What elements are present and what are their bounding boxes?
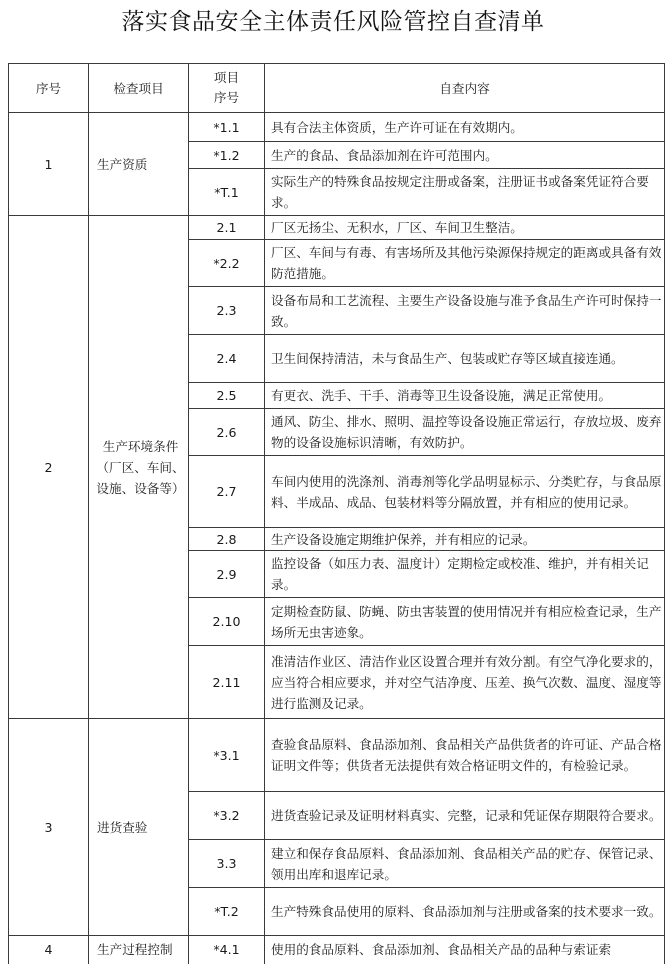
table-row (9, 719, 665, 792)
page-title: 落实食品安全主体责任风险管控自查清单 (121, 9, 545, 35)
group-no: 4 (9, 936, 89, 964)
header-sub-no (189, 64, 265, 113)
sub-no: 2.3 (189, 287, 265, 335)
sub-no: 3.3 (189, 840, 265, 888)
sub-no: *3.1 (189, 719, 265, 792)
header-content: 自查内容 (265, 64, 665, 113)
check-content: 生产设备设施定期维护保养，并有相应的记录。 (265, 528, 665, 551)
check-content: 实际生产的特殊食品按规定注册或备案，注册证书或备案凭证符合要求。 (265, 169, 665, 216)
group-no: 2 (9, 216, 89, 719)
check-content: 卫生间保持清洁，未与食品生产、包装或贮存等区域直接连通。 (265, 335, 665, 383)
check-content: 具有合法主体资质，生产许可证在有效期内。 (265, 113, 665, 142)
sub-no: *2.2 (189, 240, 265, 287)
sub-no: *3.2 (189, 792, 265, 840)
sub-no: 2.11 (189, 646, 265, 719)
check-content: 监控设备（如压力表、温度计）定期检定或校准、维护，并有相关记录。 (265, 551, 665, 598)
header-row (9, 64, 665, 113)
sub-no: 2.10 (189, 598, 265, 646)
group-item: 生产资质 (89, 113, 189, 216)
group-item: 生产过程控制 (89, 936, 189, 964)
sub-no: *1.1 (189, 113, 265, 142)
table-row (9, 216, 665, 240)
sub-no: 2.9 (189, 551, 265, 598)
sub-no: 2.4 (189, 335, 265, 383)
check-content: 厂区、车间与有毒、有害场所及其他污染源保持规定的距离或具备有效防范措施。 (265, 240, 665, 287)
header-no: 序号 (9, 64, 89, 113)
header-sub-line1: 项目 (213, 70, 240, 85)
group-no: 3 (9, 719, 89, 936)
header-sub-line2: 序号 (213, 90, 240, 105)
check-content: 生产特殊食品使用的原料、食品添加剂与注册或备案的技术要求一致。 (265, 888, 665, 936)
sub-no: *T.2 (189, 888, 265, 936)
sub-no: 2.5 (189, 383, 265, 409)
checklist-table (8, 63, 665, 964)
check-content: 车间内使用的洗涤剂、消毒剂等化学品明显标示、分类贮存，与食品原料、半成品、成品、包装材料等分隔放置，并有相应的使用记录。 (265, 456, 665, 528)
group-item: 进货查验 (89, 719, 189, 936)
sub-no: 2.6 (189, 409, 265, 456)
check-content: 通风、防尘、排水、照明、温控等设备设施正常运行，存放垃圾、废弃物的设备设施标识清晰，有效防护。 (265, 409, 665, 456)
check-content: 使用的食品原料、食品添加剂、食品相关产品的品种与索证索 (265, 936, 665, 964)
check-content: 有更衣、洗手、干手、消毒等卫生设备设施，满足正常使用。 (265, 383, 665, 409)
sub-no: *4.1 (189, 936, 265, 964)
check-content: 设备布局和工艺流程、主要生产设备设施与准予食品生产许可时保持一致。 (265, 287, 665, 335)
table-row (9, 113, 665, 142)
group-item: 生产环境条件（厂区、车间、设施、设备等） (89, 216, 189, 719)
sub-no: 2.8 (189, 528, 265, 551)
sub-no: *1.2 (189, 142, 265, 169)
check-content: 厂区无扬尘、无积水，厂区、车间卫生整洁。 (265, 216, 665, 240)
check-content: 生产的食品、食品添加剂在许可范围内。 (265, 142, 665, 169)
sub-no: 2.1 (189, 216, 265, 240)
table-row (9, 936, 665, 964)
check-content: 定期检查防鼠、防蝇、防虫害装置的使用情况并有相应检查记录，生产场所无虫害迹象。 (265, 598, 665, 646)
check-content: 查验食品原料、食品添加剂、食品相关产品供货者的许可证、产品合格证明文件等；供货者无法提供有效合格证明文件的，有检验记录。 (265, 719, 665, 792)
header-item: 检查项目 (89, 64, 189, 113)
sub-no: 2.7 (189, 456, 265, 528)
sub-no: *T.1 (189, 169, 265, 216)
check-content: 准清洁作业区、清洁作业区设置合理并有效分割。有空气净化要求的，应当符合相应要求，并对空气洁净度、压差、换气次数、温度、湿度等进行监测及记录。 (265, 646, 665, 719)
group-no: 1 (9, 113, 89, 216)
check-content: 进货查验记录及证明材料真实、完整，记录和凭证保存期限符合要求。 (265, 792, 665, 840)
check-content: 建立和保存食品原料、食品添加剂、食品相关产品的贮存、保管记录、领用出库和退库记录。 (265, 840, 665, 888)
